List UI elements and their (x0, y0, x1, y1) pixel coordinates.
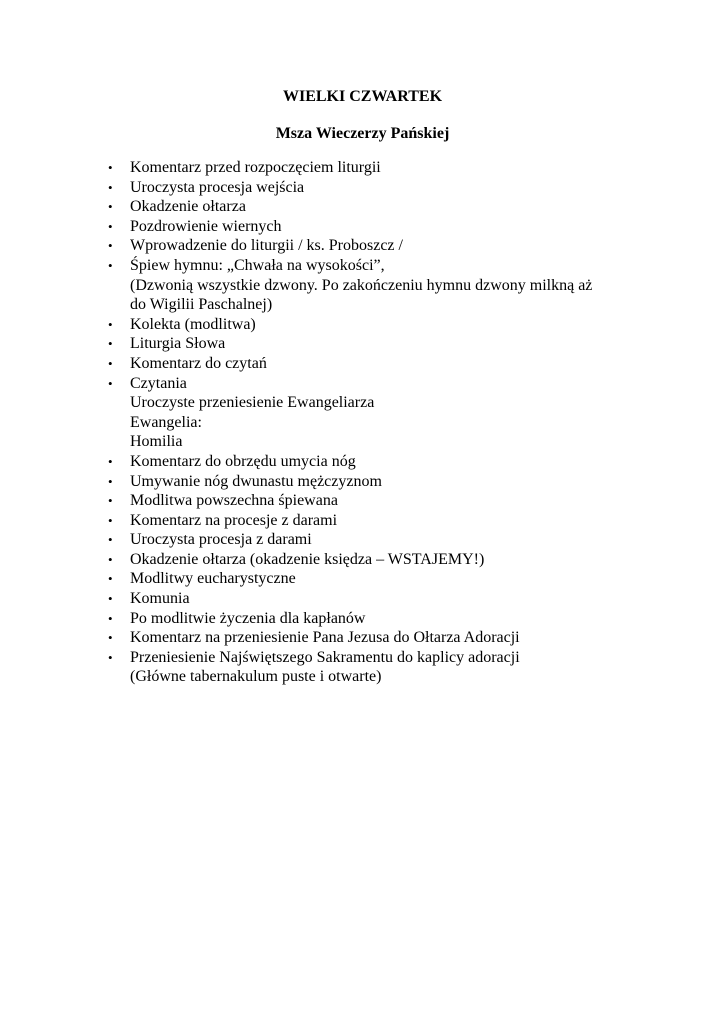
list-item (0, 217, 725, 237)
page-title: WIELKI CZWARTEK (282, 88, 443, 105)
bullet-icon: • (108, 493, 113, 509)
list-item (0, 530, 725, 550)
list-item-continuation: Ewangelia: (130, 413, 202, 431)
list-item-continuation: (Główne tabernakulum puste i otwarte) (130, 668, 382, 686)
list-item-text: Okadzenie ołtarza (130, 198, 246, 216)
list-item-text: Liturgia Słowa (130, 335, 226, 353)
page-subtitle: Msza Wieczerzy Pańskiej (275, 125, 450, 142)
bullet-icon: • (108, 649, 113, 665)
list-item (0, 197, 725, 217)
list-item (0, 550, 725, 570)
list-item-text: Modlitwa powszechna śpiewana (130, 492, 338, 510)
list-item-text: Komentarz na przeniesienie Pana Jezusa do Ołtarza Adoracji (130, 629, 520, 647)
liturgy-agenda-list (0, 158, 725, 687)
list-item (0, 354, 725, 374)
list-item-text: Uroczysta procesja wejścia (130, 178, 305, 196)
list-item (0, 452, 725, 472)
bullet-icon: • (108, 179, 113, 195)
list-item-continuation: do Wigilii Paschalnej) (130, 296, 273, 314)
bullet-icon: • (108, 336, 113, 352)
list-item (0, 236, 725, 256)
list-item (0, 374, 725, 452)
list-item-text: Modlitwy eucharystyczne (130, 570, 296, 588)
list-item-text: Komentarz przed rozpoczęciem liturgii (130, 159, 381, 176)
list-item-text: Umywanie nóg dwunastu mężczyznom (130, 472, 382, 490)
bullet-icon: • (108, 316, 113, 332)
list-item (0, 472, 725, 492)
list-item (0, 609, 725, 629)
list-item-text: Kolekta (modlitwa) (130, 315, 256, 333)
list-item-text: Czytania (130, 374, 187, 392)
list-item-text: Komunia (130, 590, 190, 608)
list-item-text: Przeniesienie Najświętszego Sakramentu do kaplicy adoracji (130, 648, 520, 666)
bullet-icon: • (108, 453, 113, 469)
bullet-icon: • (108, 238, 113, 254)
bullet-icon: • (108, 610, 113, 626)
list-item-text: Uroczysta procesja z darami (130, 531, 312, 549)
bullet-icon: • (108, 630, 113, 646)
bullet-icon: • (108, 160, 113, 175)
bullet-icon: • (108, 199, 113, 215)
list-item-text: Okadzenie ołtarza (okadzenie księdza – WSTAJEMY!) (130, 550, 485, 568)
bullet-icon: • (108, 218, 113, 234)
list-item (0, 648, 725, 687)
list-item-text: Śpiew hymnu: „Chwała na wysokości”, (130, 256, 385, 274)
list-item-text: Wprowadzenie do liturgii / ks. Proboszcz / (130, 237, 403, 255)
bullet-icon: • (108, 355, 113, 371)
list-item (0, 178, 725, 198)
list-item-text: Po modlitwie życzenia dla kapłanów (130, 609, 366, 627)
list-item-text: Komentarz na procesje z darami (130, 511, 338, 529)
list-item (0, 569, 725, 589)
list-item-text: Komentarz do obrzędu umycia nóg (130, 452, 356, 470)
bullet-icon: • (108, 257, 113, 273)
list-item (0, 315, 725, 335)
list-item (0, 491, 725, 511)
list-item-text: Pozdrowienie wiernych (130, 217, 282, 235)
bullet-icon: • (108, 512, 113, 528)
list-item (0, 256, 725, 315)
bullet-icon: • (108, 375, 113, 391)
bullet-icon: • (108, 532, 113, 548)
list-item (0, 334, 725, 354)
bullet-icon: • (108, 473, 113, 489)
list-item (0, 628, 725, 648)
list-item-continuation: Uroczyste przeniesienie Ewangeliarza (130, 394, 375, 412)
list-item-text: Komentarz do czytań (130, 354, 267, 372)
list-item (0, 589, 725, 609)
list-item (0, 158, 725, 178)
bullet-icon: • (108, 571, 113, 587)
list-item (0, 511, 725, 531)
bullet-icon: • (108, 591, 113, 607)
list-item-continuation: (Dzwonią wszystkie dzwony. Po zakończeniu hymnu dzwony milkną aż (130, 276, 593, 294)
list-item-continuation: Homilia (130, 433, 183, 451)
bullet-icon: • (108, 551, 113, 567)
